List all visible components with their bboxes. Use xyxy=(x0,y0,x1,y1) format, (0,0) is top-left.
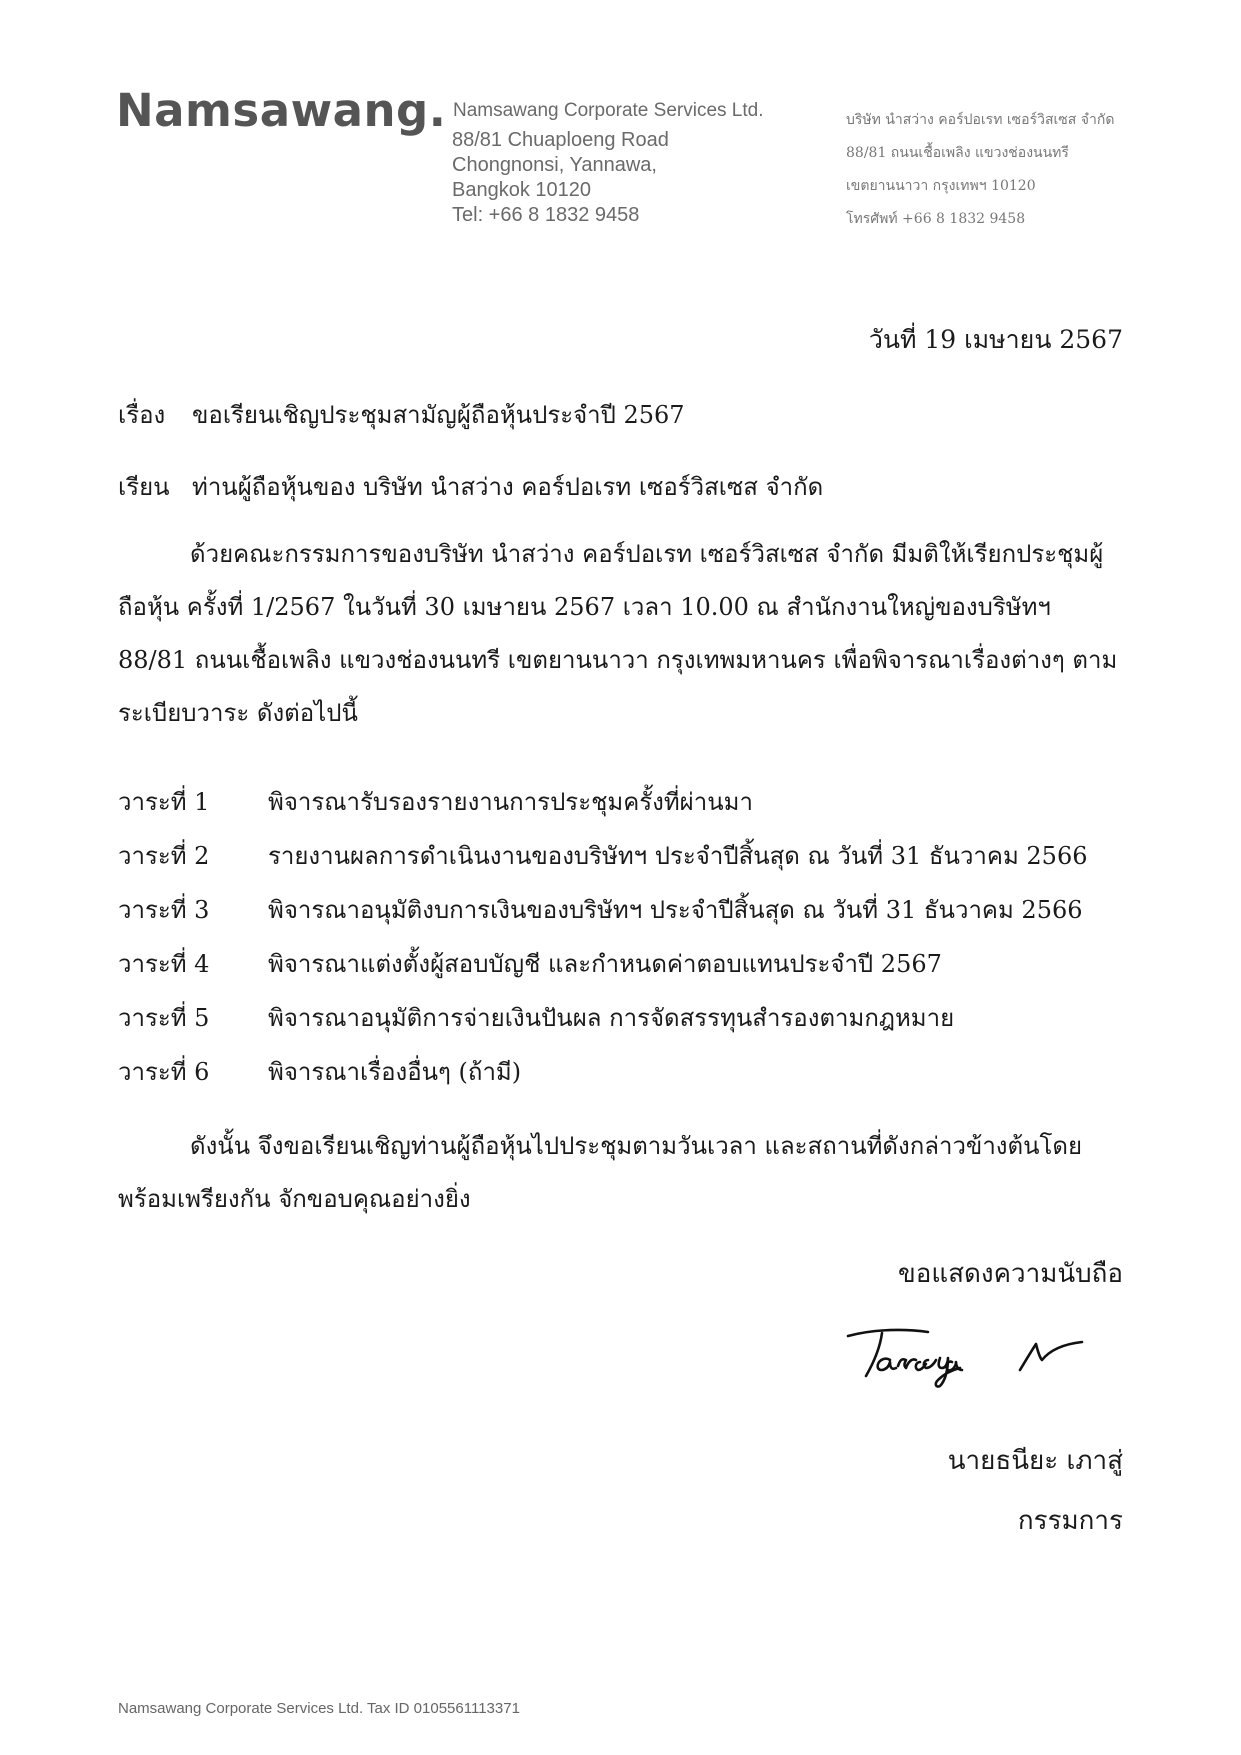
body-paragraph-1 xyxy=(118,528,1123,740)
signatory-title: กรรมการ xyxy=(1017,1506,1123,1536)
agenda-number: วาระที่ 3 xyxy=(118,896,210,924)
body-paragraph-2-text: ดังนั้น จึงขอเรียนเชิญท่านผู้ถือหุ้นไปประชุมตามวันเวลา และสถานที่ดังกล่าวข้างต้นโดยพร้อมเพรียงกัน จักขอบคุณอย่างยิ่ง xyxy=(118,1132,1083,1213)
agenda-list xyxy=(118,782,1087,1106)
page-footer: Namsawang Corporate Services Ltd. Tax ID 0105561113371 xyxy=(118,1700,520,1717)
recipient-text: ท่านผู้ถือหุ้นของ บริษัท นำสว่าง คอร์ปอเรท เซอร์วิสเซส จำกัด xyxy=(192,473,824,501)
address-line-thai: เขตยานนาวา กรุงเทพฯ 10120 xyxy=(846,178,1036,194)
closing-phrase: ขอแสดงความนับถือ xyxy=(898,1259,1123,1289)
letter-date: วันที่ 19 เมษายน 2567 xyxy=(868,325,1123,354)
agenda-text: พิจารณาแต่งตั้งผู้สอบบัญชี และกำหนดค่าตอบแทนประจำปี 2567 xyxy=(268,950,942,978)
agenda-item xyxy=(118,782,1087,836)
company-info-thai xyxy=(846,104,1114,236)
agenda-item xyxy=(118,1052,1087,1106)
phone-thai: โทรศัพท์ +66 8 1832 9458 xyxy=(846,211,1026,227)
recipient-line xyxy=(118,467,823,506)
body-paragraph-2 xyxy=(118,1120,1123,1226)
subject-line xyxy=(118,395,685,434)
agenda-number: วาระที่ 4 xyxy=(118,950,210,978)
agenda-text: พิจารณาอนุมัติงบการเงินของบริษัทฯ ประจำปีสิ้นสุด ณ วันที่ 31 ธันวาคม 2566 xyxy=(268,896,1083,924)
agenda-text: พิจารณาอนุมัติการจ่ายเงินปันผล การจัดสรรทุนสำรองตามกฎหมาย xyxy=(268,1004,955,1032)
address-line-english: 88/81 Chuaploeng Road xyxy=(452,129,669,151)
address-line-english: Bangkok 10120 xyxy=(452,179,592,201)
agenda-item xyxy=(118,836,1087,890)
company-logo: Namsawang. xyxy=(116,84,447,137)
agenda-item xyxy=(118,944,1087,998)
company-name-english: Namsawang Corporate Services Ltd. xyxy=(453,100,764,121)
subject-text: ขอเรียนเชิญประชุมสามัญผู้ถือหุ้นประจำปี 2567 xyxy=(192,401,685,429)
agenda-number: วาระที่ 5 xyxy=(118,1004,210,1032)
company-name-thai: บริษัท นำสว่าง คอร์ปอเรท เซอร์วิสเซส จำกัด xyxy=(846,112,1115,128)
agenda-item xyxy=(118,998,1087,1052)
handwritten-signature xyxy=(840,1318,1110,1398)
agenda-number: วาระที่ 6 xyxy=(118,1058,210,1086)
body-paragraph-1-text: ด้วยคณะกรรมการของบริษัท นำสว่าง คอร์ปอเรท เซอร์วิสเซส จำกัด มีมติให้เรียกประชุมผู้ถือหุ้น ครั้งที่ 1/2567 ในวันที่ 30 เมษายน 2567 เวลา 10.00 ณ สำนักงานใหญ่ของบริษัทฯ 88/81 ถนนเชื้อเพลิง แขวงช่องนนทรี เขตยานนาวา กรุงเทพมหานคร เพื่อพิจารณาเรื่องต่างๆ ตามระเบียบวาระ ดังต่อไปนี้ xyxy=(118,540,1118,727)
agenda-item xyxy=(118,890,1087,944)
phone-english: Tel: +66 8 1832 9458 xyxy=(452,204,640,226)
subject-label: เรื่อง xyxy=(118,401,166,429)
signatory-name: นายธนียะ เภาสู่ xyxy=(947,1446,1123,1476)
recipient-label: เรียน xyxy=(118,473,170,501)
agenda-text: รายงานผลการดำเนินงานของบริษัทฯ ประจำปีสิ้นสุด ณ วันที่ 31 ธันวาคม 2566 xyxy=(268,842,1088,870)
address-line-english: Chongnonsi, Yannawa, xyxy=(452,154,657,176)
company-info-english xyxy=(452,100,763,228)
address-line-thai: 88/81 ถนนเชื้อเพลิง แขวงช่องนนทรี xyxy=(846,145,1069,161)
agenda-number: วาระที่ 1 xyxy=(118,788,210,816)
agenda-text: พิจารณาเรื่องอื่นๆ (ถ้ามี) xyxy=(268,1058,522,1086)
agenda-text: พิจารณารับรองรายงานการประชุมครั้งที่ผ่านมา xyxy=(268,788,753,816)
agenda-number: วาระที่ 2 xyxy=(118,842,210,870)
